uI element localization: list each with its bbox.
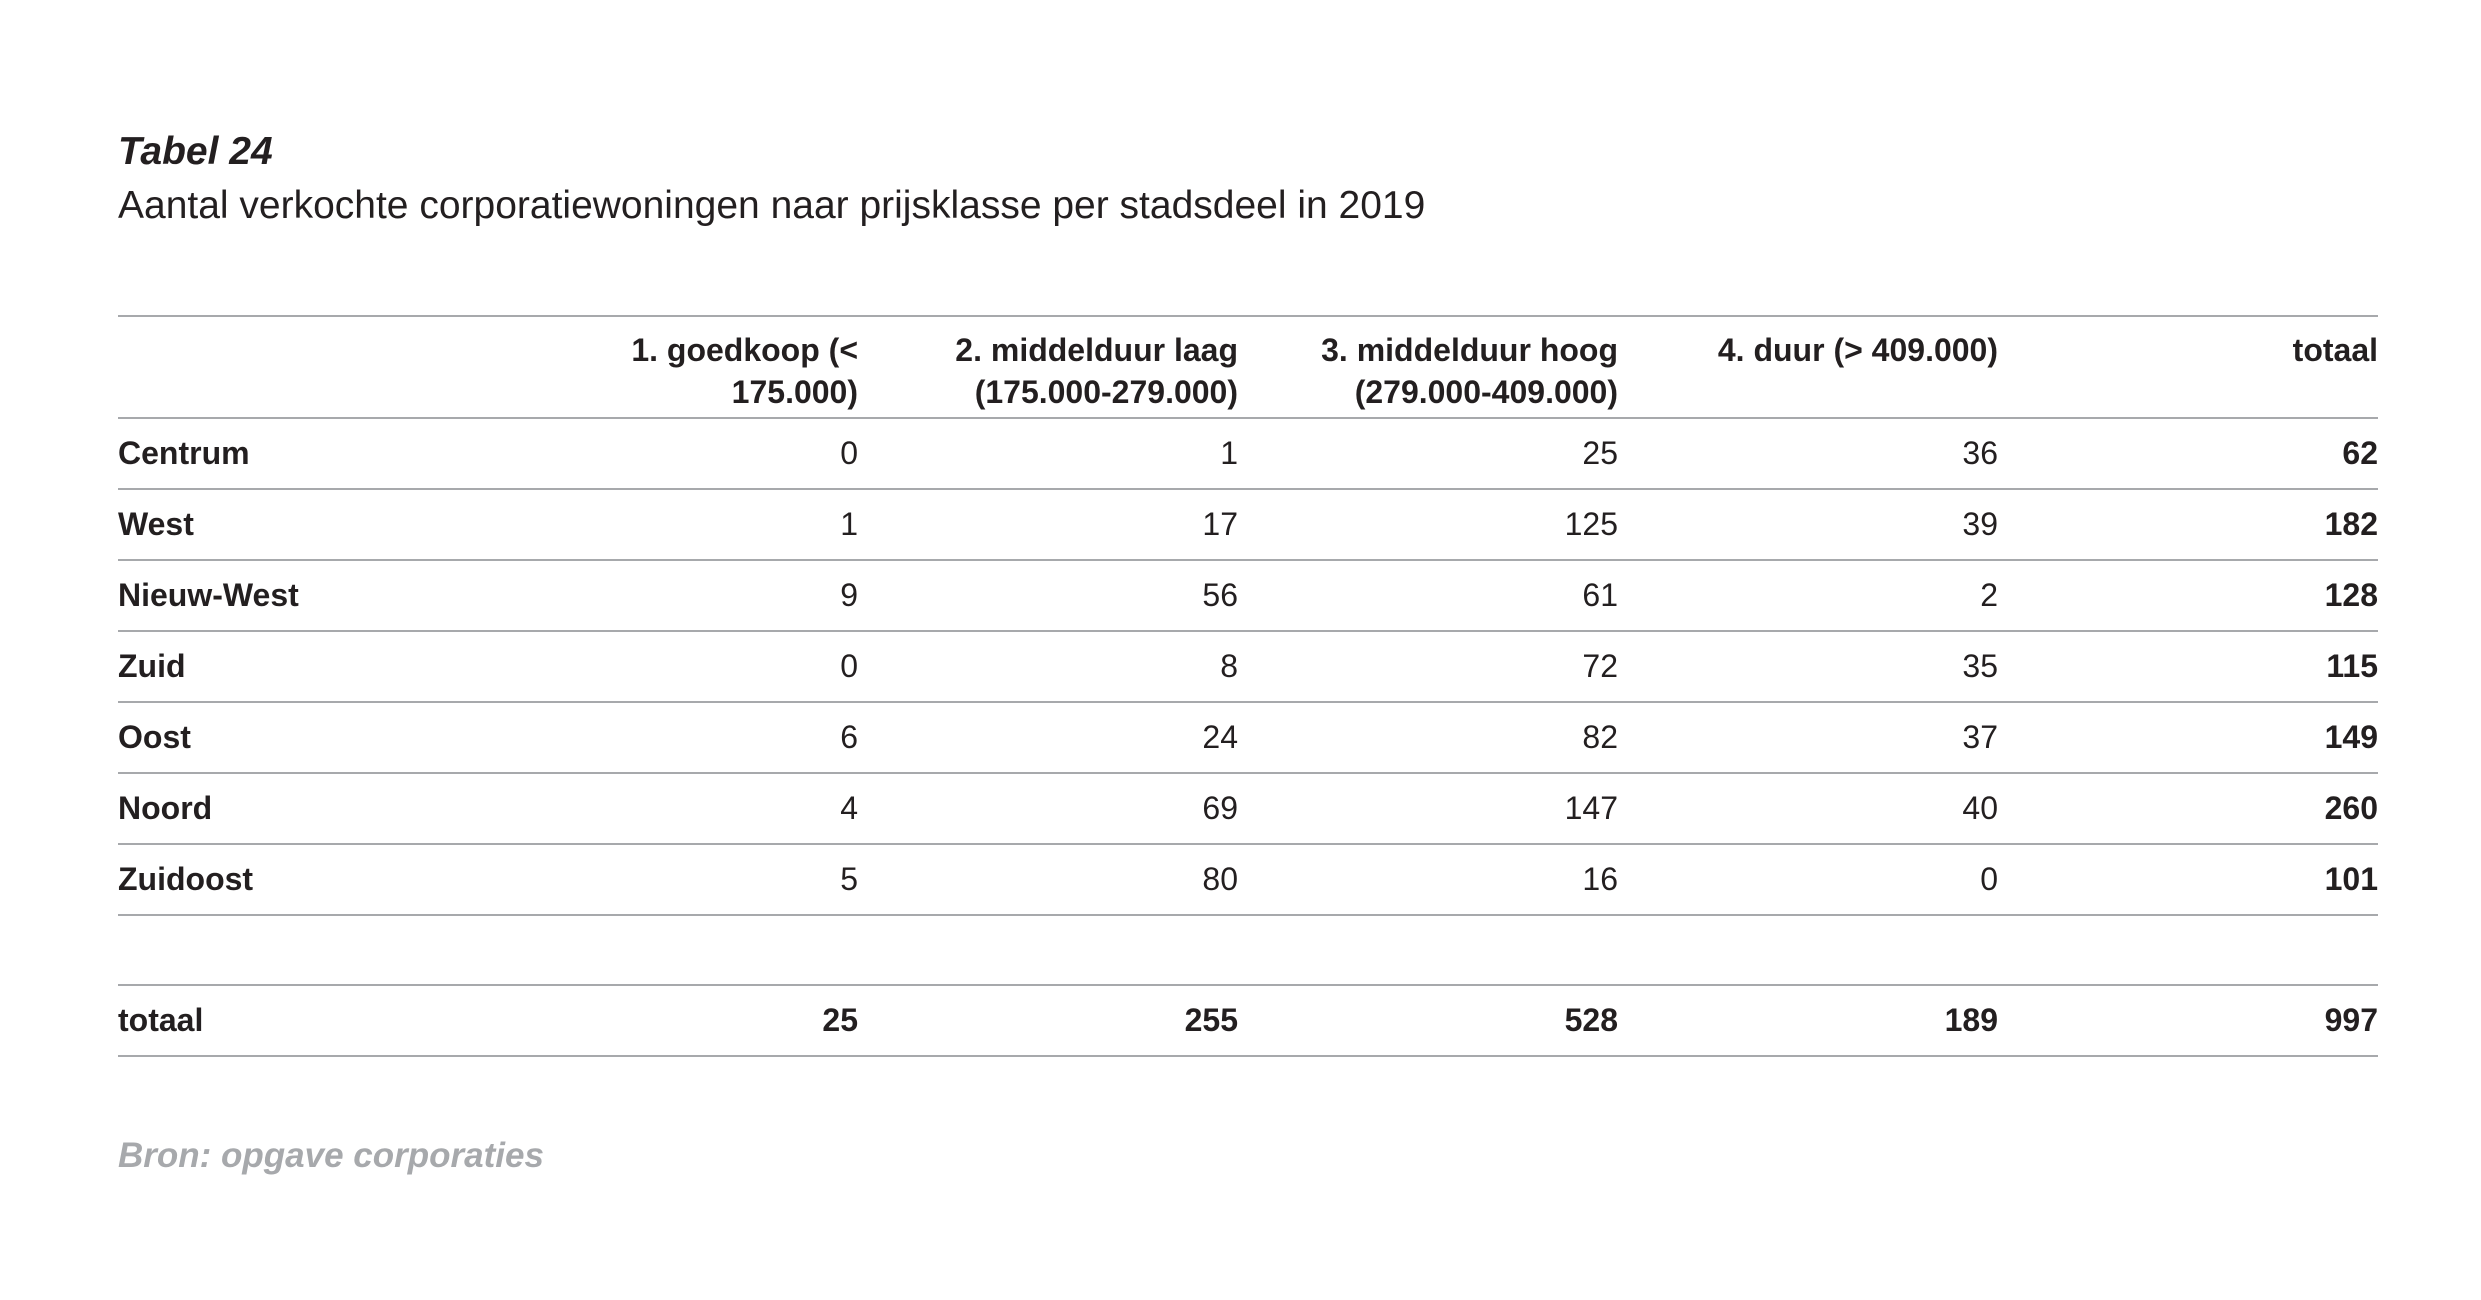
table-row xyxy=(118,844,2378,915)
cell-value: 1 xyxy=(840,506,858,542)
cell-value: 147 xyxy=(1564,790,1618,826)
column-total: 528 xyxy=(1564,1002,1618,1038)
cell-value: 69 xyxy=(1202,790,1238,826)
column-header-middelduur-hoog xyxy=(1238,316,1618,418)
header-corner xyxy=(118,316,498,418)
table-number: Tabel 24 xyxy=(118,130,273,173)
spacer-row xyxy=(118,915,2378,985)
table-row xyxy=(118,702,2378,773)
row-label: Noord xyxy=(118,790,213,826)
column-header-duur xyxy=(1618,316,1998,418)
cell-value: 16 xyxy=(1582,861,1618,897)
table-row xyxy=(118,560,2378,631)
grand-total: 997 xyxy=(2324,1002,2378,1038)
row-label: West xyxy=(118,506,194,542)
table-row xyxy=(118,489,2378,560)
cell-value: 8 xyxy=(1220,648,1238,684)
table-row xyxy=(118,773,2378,844)
row-total: 62 xyxy=(2342,435,2378,471)
data-table xyxy=(118,315,2378,1057)
column-total: 25 xyxy=(822,1002,858,1038)
cell-value: 61 xyxy=(1582,577,1618,613)
cell-value: 0 xyxy=(1980,861,1998,897)
cell-value: 39 xyxy=(1962,506,1998,542)
row-label: Nieuw-West xyxy=(118,577,299,613)
cell-value: 56 xyxy=(1202,577,1238,613)
row-total: 260 xyxy=(2324,790,2378,826)
row-label: Oost xyxy=(118,719,191,755)
cell-value: 0 xyxy=(840,648,858,684)
cell-value: 17 xyxy=(1202,506,1238,542)
source-note: Bron: opgave corporaties xyxy=(118,1136,544,1175)
cell-value: 9 xyxy=(840,577,858,613)
cell-value: 24 xyxy=(1202,719,1238,755)
column-header-line: 4. duur (> 409.000) xyxy=(1717,332,1998,368)
cell-value: 25 xyxy=(1582,435,1618,471)
column-header-line: 2. middelduur laag xyxy=(955,332,1238,368)
cell-value: 36 xyxy=(1962,435,1998,471)
column-header-line: 1. goedkoop (< 175.000) xyxy=(631,332,858,410)
row-total: 101 xyxy=(2324,861,2378,897)
row-label: Centrum xyxy=(118,435,250,471)
spacer-cell xyxy=(118,915,2378,985)
table-row xyxy=(118,631,2378,702)
cell-value: 5 xyxy=(840,861,858,897)
column-header-line: 3. middelduur hoog xyxy=(1321,332,1618,368)
cell-value: 125 xyxy=(1564,506,1618,542)
column-header-totaal xyxy=(1998,316,2378,418)
totals-row xyxy=(118,985,2378,1056)
row-total: 149 xyxy=(2324,719,2378,755)
column-header-line: (175.000-279.000) xyxy=(974,374,1238,410)
cell-value: 2 xyxy=(1980,577,1998,613)
cell-value: 37 xyxy=(1962,719,1998,755)
table-figure xyxy=(118,125,2378,1038)
row-total: 182 xyxy=(2324,506,2378,542)
row-total: 115 xyxy=(2326,648,2378,684)
column-header-line: totaal xyxy=(2292,332,2378,368)
cell-value: 6 xyxy=(840,719,858,755)
cell-value: 82 xyxy=(1582,719,1618,755)
header-row xyxy=(118,316,2378,418)
table-row xyxy=(118,418,2378,489)
column-total: 255 xyxy=(1184,1002,1238,1038)
column-header-goedkoop xyxy=(498,316,858,418)
table-title: Aantal verkochte corporatiewoningen naar prijsklasse per stadsdeel in 2019 xyxy=(118,184,1426,227)
cell-value: 72 xyxy=(1582,648,1618,684)
row-label: Zuidoost xyxy=(118,861,254,897)
cell-value: 0 xyxy=(840,435,858,471)
row-label: Zuid xyxy=(118,648,186,684)
column-total: 189 xyxy=(1944,1002,1998,1038)
totals-label: totaal xyxy=(118,1002,204,1038)
cell-value: 80 xyxy=(1202,861,1238,897)
cell-value: 1 xyxy=(1220,435,1238,471)
cell-value: 35 xyxy=(1962,648,1998,684)
cell-value: 4 xyxy=(840,790,858,826)
cell-value: 40 xyxy=(1962,790,1998,826)
column-header-line: (279.000-409.000) xyxy=(1354,374,1618,410)
column-header-middelduur-laag xyxy=(858,316,1238,418)
row-total: 128 xyxy=(2324,577,2378,613)
